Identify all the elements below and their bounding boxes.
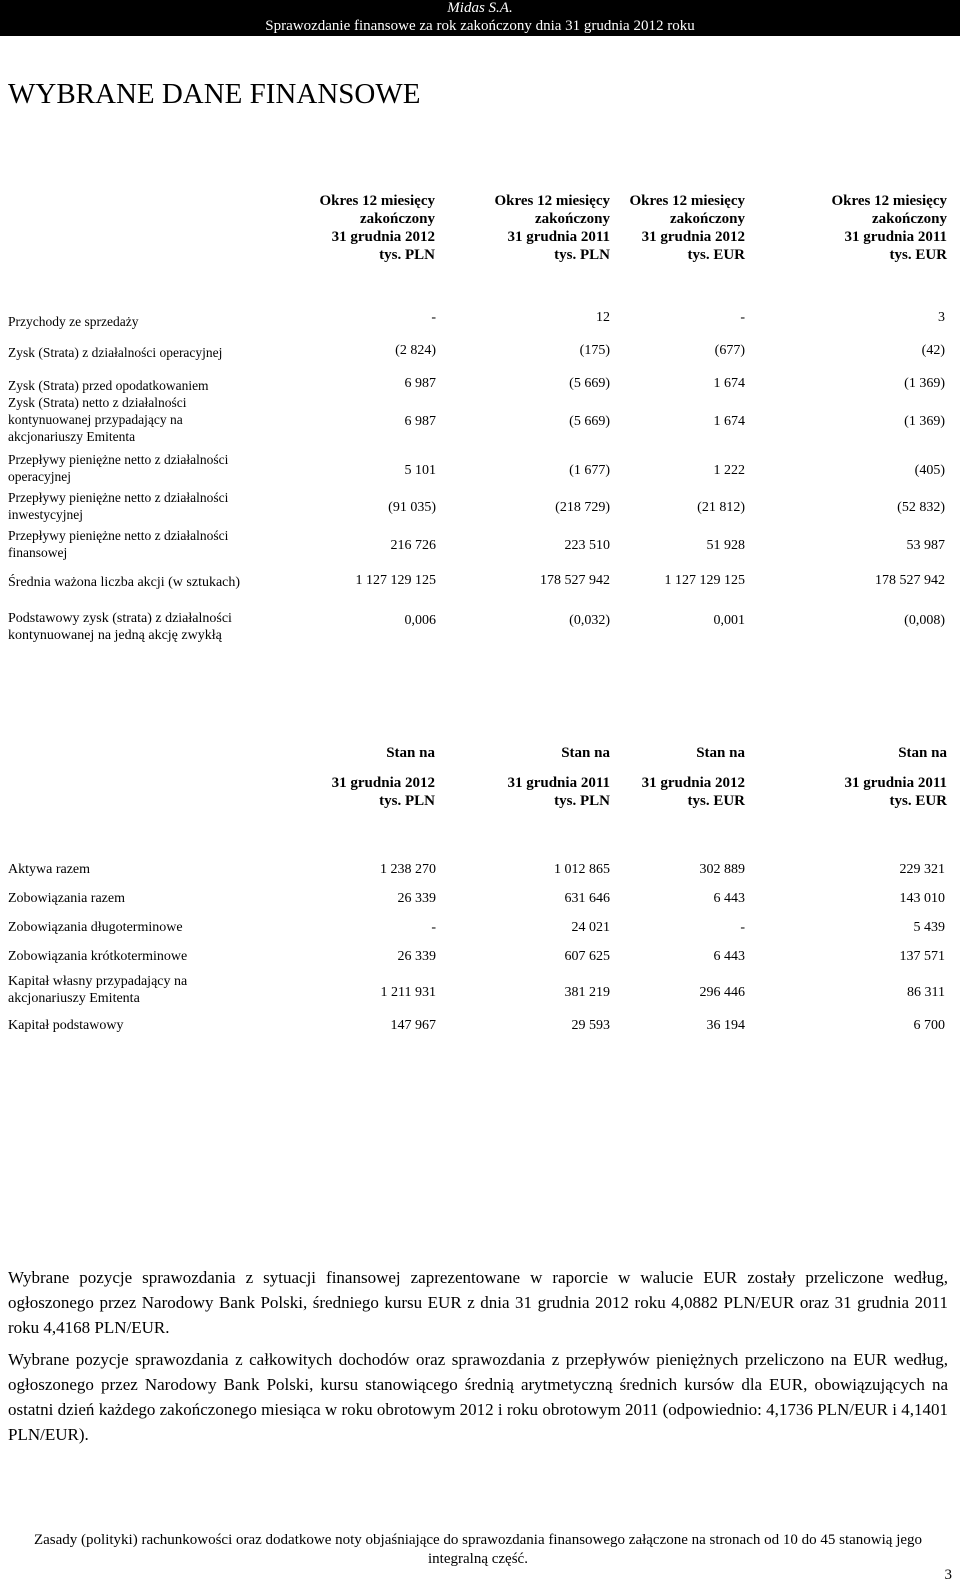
- table2-cell: -: [740, 920, 745, 935]
- table1-cell: 1 674: [713, 376, 745, 391]
- company-name: Midas S.A.: [447, 0, 513, 16]
- table1-cell: 216 726: [390, 538, 436, 553]
- table1-cell: 1 674: [713, 414, 745, 429]
- table1-row-label: Podstawowy zysk (strata) z działalności kontynuowanej na jedną akcję zwykłą: [8, 611, 232, 643]
- table1-col-header-2: Okres 12 miesięcy zakończony 31 grudnia 2011 tys. PLN: [494, 193, 610, 263]
- table2-cell: 5 439: [913, 920, 945, 935]
- document-header: [0, 0, 960, 36]
- table2-cell: 36 194: [706, 1018, 745, 1033]
- table1-cell: 223 510: [564, 538, 610, 553]
- table2-cell: 6 443: [713, 891, 745, 906]
- table2-col-header-4: Stan na 31 grudnia 2011 tys. EUR: [844, 745, 947, 809]
- table1-cell: 3: [938, 310, 945, 325]
- table1-cell: 12: [596, 310, 610, 325]
- table1-row-label: Zysk (Strata) przed opodatkowaniem: [8, 378, 209, 393]
- table1-cell: (2 824): [395, 343, 436, 358]
- table1-cell: -: [740, 310, 745, 325]
- table1-row-label: Przepływy pieniężne netto z działalności finansowej: [8, 528, 229, 560]
- table1-cell: -: [431, 310, 436, 325]
- table2-row-label: Kapitał podstawowy: [8, 1018, 124, 1033]
- table1-cell: 178 527 942: [875, 573, 945, 588]
- table2-cell: 1 238 270: [380, 862, 436, 877]
- table2-cell: 147 967: [390, 1018, 436, 1033]
- page-number: 3: [944, 1567, 952, 1583]
- table1-cell: 0,001: [713, 613, 745, 628]
- table2-cell: 6 700: [913, 1018, 945, 1033]
- table2-cell: 26 339: [397, 949, 436, 964]
- table2-row-label: Zobowiązania krótkoterminowe: [8, 949, 188, 964]
- table1-cell: (0,032): [569, 613, 610, 628]
- table1-cell: (0,008): [904, 613, 945, 628]
- table1-cell: (52 832): [897, 500, 945, 515]
- table2-cell: 24 021: [571, 920, 610, 935]
- explanatory-paragraph-1: Wybrane pozycje sprawozdania z sytuacji finansowej zaprezentowane w raporcie w walucie EUR zostały przeliczone według, ogłoszonego przez Narodowy Bank Polski, średniego kursu EUR z dnia 31 grudnia 2012 roku 4,0882 PLN/EUR oraz 31 grudnia 2011 roku 4,4168 PLN/EUR.: [8, 1268, 948, 1337]
- table2-cell: 296 446: [699, 985, 745, 1000]
- table2-row-label: Kapitał własny przypadający na akcjonariuszy Emitenta: [8, 974, 188, 1006]
- table1-cell: 0,006: [404, 613, 436, 628]
- table1-row-label: Przepływy pieniężne netto z działalności operacyjnej: [8, 452, 229, 484]
- table2-cell: 29 593: [571, 1018, 610, 1033]
- table2-cell: 143 010: [899, 891, 945, 906]
- table1-cell: (5 669): [569, 376, 610, 391]
- page-footer-note: Zasady (polityki) rachunkowości oraz dodatkowe noty objaśniające do sprawozdania finansowego załączone na stronach od 10 do 45 stanowią jego integralną część.: [33, 1532, 923, 1567]
- table2-row-label: Zobowiązania razem: [8, 891, 125, 906]
- table1-cell: (91 035): [388, 500, 436, 515]
- table1-cell: 5 101: [404, 463, 436, 478]
- table1-col-header-3: Okres 12 miesięcy zakończony 31 grudnia 2012 tys. EUR: [629, 193, 745, 263]
- table2-cell: 631 646: [564, 891, 610, 906]
- table1-row-label: Przepływy pieniężne netto z działalności inwestycyjnej: [8, 490, 229, 522]
- table1-row-label: Zysk (Strata) netto z działalności kontynuowanej przypadający na akcjonariuszy Emitenta: [8, 395, 187, 444]
- table2-cell: 229 321: [899, 862, 945, 877]
- table1-cell: (405): [914, 463, 945, 478]
- table1-cell: 6 987: [404, 376, 436, 391]
- table1-cell: 53 987: [906, 538, 945, 553]
- table2-cell: 86 311: [907, 985, 945, 1000]
- table2-cell: 26 339: [397, 891, 436, 906]
- table1-cell: (677): [714, 343, 745, 358]
- table1-row-label: Zysk (Strata) z działalności operacyjnej: [8, 345, 223, 360]
- table2-col-header-1: Stan na 31 grudnia 2012 tys. PLN: [331, 745, 435, 809]
- table1-cell: 1 222: [713, 463, 745, 478]
- table1-col-header-4: Okres 12 miesięcy zakończony 31 grudnia 2011 tys. EUR: [831, 193, 947, 263]
- table2-cell: 1 012 865: [554, 862, 610, 877]
- table1-cell: (5 669): [569, 414, 610, 429]
- table1-cell: 1 127 129 125: [664, 573, 745, 588]
- table1-row-label: Średnia ważona liczba akcji (w sztukach): [8, 575, 241, 590]
- table1-col-header-1: Okres 12 miesięcy zakończony 31 grudnia 2012 tys. PLN: [319, 193, 435, 263]
- table2-col-header-2: Stan na 31 grudnia 2011 tys. PLN: [507, 745, 610, 809]
- page-title: WYBRANE DANE FINANSOWE: [8, 78, 421, 110]
- table2-col-header-3: Stan na 31 grudnia 2012 tys. EUR: [641, 745, 745, 809]
- table1-cell: (218 729): [555, 500, 610, 515]
- table2-cell: 607 625: [564, 949, 610, 964]
- table1-row-label: Przychody ze sprzedaży: [8, 314, 139, 329]
- table1-cell: (1 369): [904, 376, 945, 391]
- table2-row-label: Aktywa razem: [8, 862, 91, 877]
- table1-cell: 51 928: [706, 538, 745, 553]
- table1-cell: 6 987: [404, 414, 436, 429]
- table1-cell: (21 812): [697, 500, 745, 515]
- table1-cell: (175): [579, 343, 610, 358]
- table2-cell: 6 443: [713, 949, 745, 964]
- table1-cell: (1 677): [569, 463, 610, 478]
- table2-cell: 381 219: [564, 985, 610, 1000]
- table2-cell: 1 211 931: [380, 985, 436, 1000]
- table1-cell: (42): [921, 343, 945, 358]
- table1-cell: 1 127 129 125: [355, 573, 436, 588]
- table2-cell: 302 889: [699, 862, 745, 877]
- table2-row-label: Zobowiązania długoterminowe: [8, 920, 183, 935]
- table2-cell: 137 571: [899, 949, 945, 964]
- table2-cell: -: [431, 920, 436, 935]
- table1-cell: (1 369): [904, 414, 945, 429]
- table1-cell: 178 527 942: [540, 573, 610, 588]
- explanatory-paragraph-2: Wybrane pozycje sprawozdania z całkowitych dochodów oraz sprawozdania z przepływów pieniężnych przeliczono na EUR według, ogłoszonego przez Narodowy Bank Polski, kursu stanowiącego średnią arytmetyczną średnich kursów dla EUR, obowiązujących na ostatni dzień każdego zakończonego miesiąca w roku obrotowym 2012 i roku obrotowym 2011 (odpowiednio: 4,1736 PLN/EUR i 4,1401 PLN/EUR).: [8, 1350, 948, 1444]
- report-subtitle: Sprawozdanie finansowe za rok zakończony dnia 31 grudnia 2012 roku: [265, 18, 695, 34]
